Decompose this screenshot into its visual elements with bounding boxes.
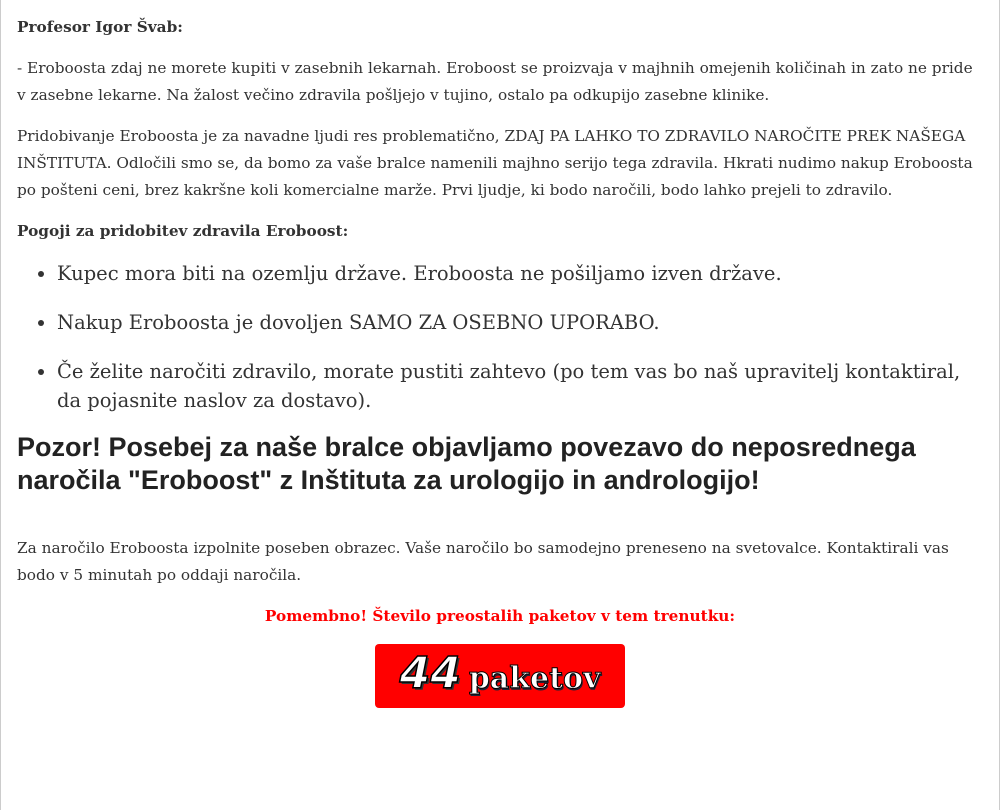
package-counter — [375, 644, 625, 708]
order-text: Za naročilo Eroboosta izpolnite poseben obrazec. Vaše naročilo bo samodejno preneseno na svetovalce. Kontaktirali vas bodo v 5 minutah po oddaji naročila. — [17, 539, 949, 584]
conditions-title: Pogoji za pridobitev zdravila Eroboost: — [17, 222, 349, 240]
counter-unit: paketov — [468, 661, 601, 696]
counter-number: 44 — [399, 648, 461, 699]
notice-text: Pomembno! Število preostalih paketov v tem trenutku: — [264, 607, 736, 625]
list-item: • Nakup Eroboosta je dovoljen SAMO ZA OSEBNO UPORABO. — [57, 308, 983, 337]
paragraph: Pridobivanje Eroboosta je za navadne ljudi res problematično, ZDAJ PA LAHKO TO ZDRAVILO NAROČITE PREK NAŠEGA INŠTITUTA. Odločili smo se, da bomo za vaše bralce namenili majhno serijo tega zdravila. Hkrati nudimo nakup Eroboosta po pošteni ceni, brez kakršne koli komercialne marže. Prvi ljudje, ki bodo naročili, bodo lahko prejeli to zdravilo. — [17, 127, 973, 199]
paragraph: - Eroboosta zdaj ne morete kupiti v zasebnih lekarnah. Eroboost se proizvaja v majhnih omejenih količinah in zato ne pride v zasebne lekarne. Na žalost večino zdravila pošljejo v tujino, ostalo pa odkupijo zasebne klinike. — [17, 59, 973, 104]
list-item: • Kupec mora biti na ozemlju države. Eroboosta ne pošiljamo izven države. — [57, 259, 983, 288]
author-label: Profesor Igor Švab: — [17, 18, 183, 36]
list-item: • Če želite naročiti zdravilo, morate pustiti zahtevo (po tem vas bo naš upravitelj kontaktiral, da pojasnite naslov za dostavo). — [57, 357, 983, 415]
conditions-list — [17, 259, 983, 415]
attention-heading: Pozor! Posebej za naše bralce objavljamo povezavo do neposrednega naročila "Eroboost" z Inštituta za urologijo in andrologijo! — [17, 432, 916, 495]
